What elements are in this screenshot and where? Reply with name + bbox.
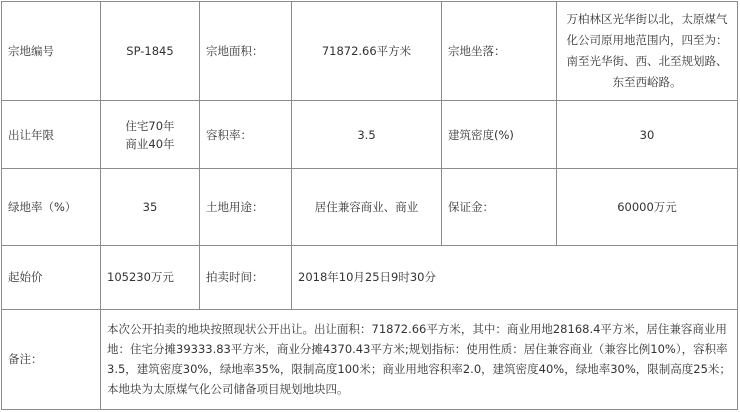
- table-row: [2, 245, 738, 309]
- area-value: 71872.66平方米: [292, 2, 442, 101]
- density-value: 30: [557, 101, 738, 169]
- table-row: [2, 2, 738, 101]
- area-label: 宗地面积：: [200, 2, 292, 101]
- auction-time-label: 拍卖时间：: [200, 245, 292, 309]
- location-value: 万柏林区光华街以北，太原煤气化公司原用地范围内，四至为：南至光华街、西、北至规划路、东至西峪路。: [557, 2, 738, 101]
- table-row: [2, 169, 738, 245]
- far-value: 3.5: [292, 101, 442, 169]
- land-use-label: 土地用途：: [200, 169, 292, 245]
- term-value: [101, 101, 200, 169]
- term-residential: 住宅70年: [125, 118, 175, 133]
- density-label: 建筑密度(%): [442, 101, 557, 169]
- land-use-value: 居住兼容商业、商业: [292, 169, 442, 245]
- location-label: 宗地坐落：: [442, 2, 557, 101]
- green-ratio-value: 35: [101, 169, 200, 245]
- auction-time-value: 2018年10月25日9时30分: [292, 245, 738, 309]
- parcel-no-label: 宗地编号: [2, 2, 101, 101]
- green-ratio-label: 绿地率（%）: [2, 169, 101, 245]
- remarks-value: 本次公开拍卖的地块按照现状公开出让。出让面积：71872.66平方米，其中：商业用地28168.4平方米，居住兼容商业用地：住宅分摊39333.83平方米，商业分摊4370.43平方米;规划指标：使用性质：居住兼容商业（兼容比例10%），容积率3.5，建筑密度30%，绿地率35%，限制高度100米；商业用地容积率2.0，建筑密度40%，绿地率30%，限制高度25米；本地块为太原煤气化公司储备项目规划地块四。: [101, 309, 738, 409]
- start-price-label: 起始价: [2, 245, 101, 309]
- deposit-label: 保证金：: [442, 169, 557, 245]
- far-label: 容积率：: [200, 101, 292, 169]
- deposit-value: 60000万元: [557, 169, 738, 245]
- table-row: [2, 101, 738, 169]
- start-price-value: 105230万元: [101, 245, 200, 309]
- land-auction-table: [1, 1, 738, 410]
- term-commercial: 商业40年: [125, 136, 175, 151]
- parcel-no-value: SP-1845: [101, 2, 200, 101]
- term-label: 出让年限: [2, 101, 101, 169]
- table-row: [2, 309, 738, 409]
- remarks-label: 备注：: [2, 309, 101, 409]
